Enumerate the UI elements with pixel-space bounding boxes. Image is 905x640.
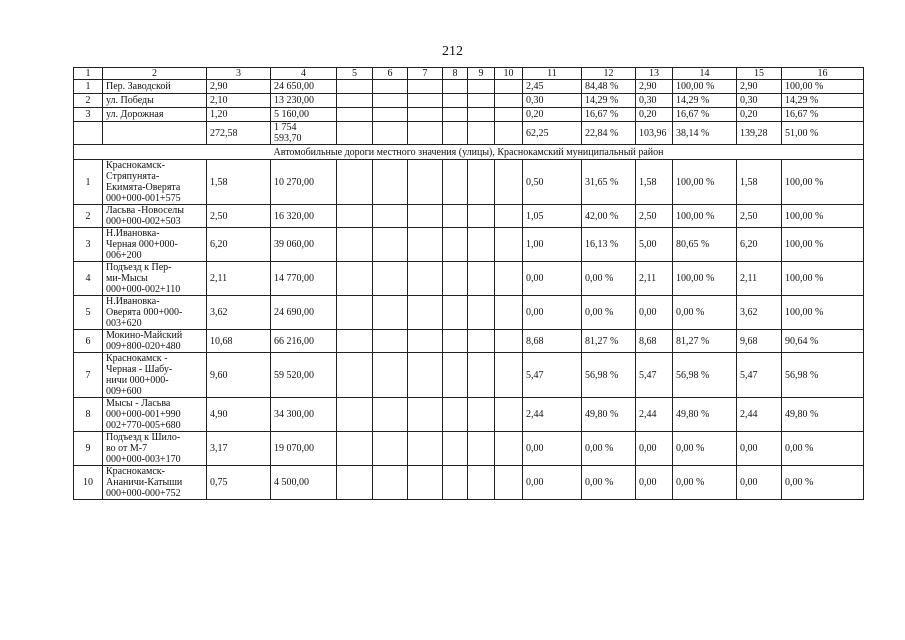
value-cell: 0,00 % <box>782 432 864 466</box>
value-cell: 2,44 <box>737 398 782 432</box>
value-cell: 0,00 <box>523 432 582 466</box>
table-row <box>74 80 864 94</box>
value-cell: 2,50 <box>636 205 673 228</box>
value-cell: 1,58 <box>737 160 782 205</box>
value-cell: 0,00 % <box>673 432 737 466</box>
length-cell: 1,20 <box>207 108 271 122</box>
cost-cell: 34 300,00 <box>271 398 337 432</box>
row-number: 7 <box>74 353 103 398</box>
cell-line: Стряпунята- <box>106 171 160 182</box>
length-cell: 10,68 <box>207 330 271 353</box>
value-cell: 2,44 <box>636 398 673 432</box>
value-cell: 100,00 % <box>782 262 864 296</box>
value-cell: 6,20 <box>737 228 782 262</box>
value-cell: 0,20 <box>737 108 782 122</box>
empty-cell <box>373 466 408 500</box>
empty-cell <box>337 122 373 145</box>
value-cell: 56,98 % <box>673 353 737 398</box>
row-number: 8 <box>74 398 103 432</box>
value-cell: 49,80 % <box>673 398 737 432</box>
value-cell: 81,27 % <box>673 330 737 353</box>
length-cell: 3,62 <box>207 296 271 330</box>
value-cell: 100,00 % <box>673 80 737 94</box>
road-name: ул. Победы <box>103 94 207 108</box>
empty-cell <box>468 228 495 262</box>
column-number-row <box>74 68 864 80</box>
empty-cell <box>495 108 523 122</box>
empty-cell <box>337 296 373 330</box>
empty-cell <box>443 398 468 432</box>
empty-cell <box>495 205 523 228</box>
length-cell: 0,75 <box>207 466 271 500</box>
row-number: 3 <box>74 228 103 262</box>
empty-cell <box>443 228 468 262</box>
empty-cell <box>468 94 495 108</box>
value-cell: 14,29 % <box>782 94 864 108</box>
cost-cell: 5 160,00 <box>271 108 337 122</box>
value-cell: 16,13 % <box>582 228 636 262</box>
value-cell: 100,00 % <box>673 205 737 228</box>
empty-cell <box>468 330 495 353</box>
empty-cell <box>337 205 373 228</box>
value-cell: 0,00 <box>523 296 582 330</box>
empty-cell <box>495 228 523 262</box>
value-cell: 0,00 % <box>673 296 737 330</box>
cell-line: 002+770-005+680 <box>106 420 181 431</box>
table-row <box>74 330 864 353</box>
cell-line: Н.Ивановка- <box>106 228 160 239</box>
empty-cell <box>408 398 443 432</box>
cell-line: 000+000-002+503 <box>106 216 181 227</box>
row-number: 9 <box>74 432 103 466</box>
row-number: 6 <box>74 330 103 353</box>
header-cell: 11 <box>523 68 582 80</box>
value-cell: 0,00 % <box>782 466 864 500</box>
empty-cell <box>408 353 443 398</box>
cost-cell: 14 770,00 <box>271 262 337 296</box>
cell-line: Оверята 000+000- <box>106 307 183 318</box>
empty-cell <box>495 398 523 432</box>
row-number: 2 <box>74 94 103 108</box>
header-cell: 10 <box>495 68 523 80</box>
empty-cell <box>468 432 495 466</box>
value-cell: 2,45 <box>523 80 582 94</box>
road-name <box>103 432 207 466</box>
value-cell: 0,00 % <box>582 296 636 330</box>
total-value: 62,25 <box>523 122 582 145</box>
empty-cell <box>373 122 408 145</box>
length-cell: 6,20 <box>207 228 271 262</box>
empty-cell <box>408 296 443 330</box>
empty-cell <box>337 432 373 466</box>
table-row <box>74 432 864 466</box>
row-number: 4 <box>74 262 103 296</box>
value-cell: 0,00 <box>737 432 782 466</box>
empty-cell <box>495 122 523 145</box>
value-cell: 2,90 <box>737 80 782 94</box>
empty-cell <box>337 398 373 432</box>
empty-cell <box>468 398 495 432</box>
length-cell: 2,10 <box>207 94 271 108</box>
total-value: 103,96 <box>636 122 673 145</box>
table-row <box>74 228 864 262</box>
table-row <box>74 94 864 108</box>
total-cost <box>271 122 337 145</box>
value-cell: 0,00 <box>523 466 582 500</box>
length-cell: 2,90 <box>207 80 271 94</box>
road-name <box>103 160 207 205</box>
empty-cell <box>408 108 443 122</box>
table-row <box>74 205 864 228</box>
cell-line: Подъезд к Пер- <box>106 262 172 273</box>
value-cell: 0,00 <box>523 262 582 296</box>
value-cell: 100,00 % <box>673 262 737 296</box>
roads-table <box>73 67 864 500</box>
row-number: 10 <box>74 466 103 500</box>
cell-line: 000+000-001+575 <box>106 193 181 204</box>
value-cell: 2,44 <box>523 398 582 432</box>
road-name <box>103 262 207 296</box>
value-cell: 5,47 <box>523 353 582 398</box>
cost-cell: 10 270,00 <box>271 160 337 205</box>
value-cell: 49,80 % <box>782 398 864 432</box>
empty-cell <box>373 432 408 466</box>
empty-cell <box>408 432 443 466</box>
value-cell: 49,80 % <box>582 398 636 432</box>
cell-line: Краснокамск - <box>106 353 168 364</box>
row-number: 2 <box>74 205 103 228</box>
page-number: 212 <box>442 44 463 59</box>
value-cell: 3,62 <box>737 296 782 330</box>
empty-cell <box>443 353 468 398</box>
value-cell: 14,29 % <box>673 94 737 108</box>
section-title: Автомобильные дороги местного значения (улицы), Краснокамский муниципальный район <box>74 145 864 160</box>
cell-line: Черная 000+000- <box>106 239 178 250</box>
empty-cell <box>373 108 408 122</box>
empty-cell <box>443 466 468 500</box>
header-cell: 8 <box>443 68 468 80</box>
table-row <box>74 108 864 122</box>
cost-cell: 59 520,00 <box>271 353 337 398</box>
empty-cell <box>468 353 495 398</box>
cost-cell: 24 650,00 <box>271 80 337 94</box>
empty-cell <box>373 353 408 398</box>
header-cell: 1 <box>74 68 103 80</box>
length-cell: 3,17 <box>207 432 271 466</box>
cell-line: 009+600 <box>106 386 142 397</box>
empty-cell <box>337 262 373 296</box>
empty-cell <box>373 94 408 108</box>
empty-cell <box>495 160 523 205</box>
empty-cell <box>373 330 408 353</box>
value-cell: 81,27 % <box>582 330 636 353</box>
row-number: 3 <box>74 108 103 122</box>
empty-cell <box>443 296 468 330</box>
empty-cell <box>408 228 443 262</box>
empty-cell <box>408 330 443 353</box>
value-cell: 2,90 <box>636 80 673 94</box>
value-cell: 100,00 % <box>782 205 864 228</box>
cell-line: Краснокамск- <box>106 160 165 171</box>
header-cell: 12 <box>582 68 636 80</box>
empty-cell <box>408 94 443 108</box>
cell-line: Мысы - Ласьва <box>106 398 171 409</box>
table-row <box>74 466 864 500</box>
section-row <box>74 145 864 160</box>
value-cell: 42,00 % <box>582 205 636 228</box>
value-cell: 1,58 <box>636 160 673 205</box>
cell-line: 003+620 <box>106 318 142 329</box>
cell-line: ничи 000+000- <box>106 375 169 386</box>
header-cell: 6 <box>373 68 408 80</box>
value-cell: 14,29 % <box>582 94 636 108</box>
value-cell: 80,65 % <box>673 228 737 262</box>
total-row <box>74 122 864 145</box>
header-cell: 7 <box>408 68 443 80</box>
value-cell: 84,48 % <box>582 80 636 94</box>
empty-cell <box>373 398 408 432</box>
header-cell: 14 <box>673 68 737 80</box>
table-row <box>74 160 864 205</box>
value-cell: 16,67 % <box>782 108 864 122</box>
cell-line: Ананичи-Катыши <box>106 477 183 488</box>
cell-line: 009+800-020+480 <box>106 341 181 352</box>
table-row <box>74 262 864 296</box>
value-cell: 56,98 % <box>582 353 636 398</box>
value-cell: 0,00 % <box>582 466 636 500</box>
empty-cell <box>443 330 468 353</box>
length-cell: 4,90 <box>207 398 271 432</box>
empty-cell <box>373 296 408 330</box>
cell-line: Черная - Шабу- <box>106 364 173 375</box>
header-cell: 2 <box>103 68 207 80</box>
empty-cell <box>443 108 468 122</box>
value-cell: 1,00 <box>523 228 582 262</box>
empty-cell <box>337 228 373 262</box>
value-cell: 90,64 % <box>782 330 864 353</box>
header-cell: 5 <box>337 68 373 80</box>
cell-line: ми-Мысы <box>106 273 148 284</box>
empty-cell <box>468 122 495 145</box>
length-cell: 2,50 <box>207 205 271 228</box>
empty-cell <box>74 122 103 145</box>
empty-cell <box>443 122 468 145</box>
empty-cell <box>495 80 523 94</box>
length-cell: 1,58 <box>207 160 271 205</box>
value-cell: 8,68 <box>636 330 673 353</box>
value-cell: 0,00 <box>636 296 673 330</box>
empty-cell <box>495 94 523 108</box>
cost-cell: 24 690,00 <box>271 296 337 330</box>
row-number: 5 <box>74 296 103 330</box>
empty-cell <box>468 466 495 500</box>
cell-line: Ласьва -Новоселы <box>106 205 184 216</box>
header-cell: 15 <box>737 68 782 80</box>
length-cell: 2,11 <box>207 262 271 296</box>
cell-line: Екимята-Оверята <box>106 182 181 193</box>
value-cell: 1,05 <box>523 205 582 228</box>
empty-cell <box>468 108 495 122</box>
value-cell: 2,50 <box>737 205 782 228</box>
table-row <box>74 296 864 330</box>
cell-line: 593,70 <box>274 133 302 144</box>
cell-line: Подъезд к Шило- <box>106 432 181 443</box>
value-cell: 0,20 <box>523 108 582 122</box>
cost-cell: 66 216,00 <box>271 330 337 353</box>
value-cell: 8,68 <box>523 330 582 353</box>
value-cell: 0,30 <box>523 94 582 108</box>
value-cell: 5,47 <box>636 353 673 398</box>
road-name <box>103 205 207 228</box>
cell-line: 006+200 <box>106 250 142 261</box>
empty-cell <box>468 262 495 296</box>
empty-cell <box>443 262 468 296</box>
cell-line: во от М-7 <box>106 443 148 454</box>
value-cell: 5,47 <box>737 353 782 398</box>
value-cell: 56,98 % <box>782 353 864 398</box>
empty-cell <box>443 94 468 108</box>
cell-line: Краснокамск- <box>106 466 165 477</box>
empty-cell <box>337 330 373 353</box>
value-cell: 0,00 <box>636 466 673 500</box>
cell-line: 000+000-001+990 <box>106 409 181 420</box>
empty-cell <box>337 94 373 108</box>
cost-cell: 13 230,00 <box>271 94 337 108</box>
empty-cell <box>337 160 373 205</box>
cell-line: Н.Ивановка- <box>106 296 160 307</box>
cost-cell: 16 320,00 <box>271 205 337 228</box>
empty-cell <box>495 262 523 296</box>
cell-line: 1 754 <box>274 122 297 133</box>
empty-cell <box>495 466 523 500</box>
empty-cell <box>373 205 408 228</box>
value-cell: 0,30 <box>636 94 673 108</box>
cost-cell: 4 500,00 <box>271 466 337 500</box>
cell-line: 000+000-000+752 <box>106 488 181 499</box>
total-value: 38,14 % <box>673 122 737 145</box>
value-cell: 9,68 <box>737 330 782 353</box>
total-value: 22,84 % <box>582 122 636 145</box>
empty-cell <box>408 262 443 296</box>
empty-cell <box>443 205 468 228</box>
empty-cell <box>408 80 443 94</box>
road-name <box>103 228 207 262</box>
value-cell: 0,00 % <box>582 432 636 466</box>
empty-cell <box>337 108 373 122</box>
empty-cell <box>408 122 443 145</box>
empty-cell <box>468 296 495 330</box>
total-value: 139,28 <box>737 122 782 145</box>
value-cell: 0,00 % <box>582 262 636 296</box>
road-name: ул. Дорожная <box>103 108 207 122</box>
empty-cell <box>443 80 468 94</box>
road-name <box>103 466 207 500</box>
empty-cell <box>495 353 523 398</box>
empty-cell <box>468 205 495 228</box>
header-cell: 16 <box>782 68 864 80</box>
empty-cell <box>408 205 443 228</box>
cost-cell: 19 070,00 <box>271 432 337 466</box>
cell-line: Мокино-Майский <box>106 330 183 341</box>
header-cell: 13 <box>636 68 673 80</box>
value-cell: 0,00 % <box>673 466 737 500</box>
value-cell: 31,65 % <box>582 160 636 205</box>
empty-cell <box>373 262 408 296</box>
table-row <box>74 398 864 432</box>
table-body <box>74 68 864 500</box>
empty-cell <box>443 160 468 205</box>
value-cell: 0,20 <box>636 108 673 122</box>
value-cell: 100,00 % <box>782 160 864 205</box>
row-number: 1 <box>74 80 103 94</box>
length-cell: 9,60 <box>207 353 271 398</box>
total-value: 51,00 % <box>782 122 864 145</box>
value-cell: 16,67 % <box>673 108 737 122</box>
empty-cell <box>337 80 373 94</box>
table-row <box>74 353 864 398</box>
empty-cell <box>468 160 495 205</box>
empty-cell <box>373 80 408 94</box>
cell-line: 000+000-002+110 <box>106 284 181 295</box>
cost-cell: 39 060,00 <box>271 228 337 262</box>
empty-cell <box>495 432 523 466</box>
empty-cell <box>337 466 373 500</box>
value-cell: 100,00 % <box>673 160 737 205</box>
value-cell: 0,00 <box>737 466 782 500</box>
empty-cell <box>103 122 207 145</box>
value-cell: 0,30 <box>737 94 782 108</box>
empty-cell <box>373 160 408 205</box>
empty-cell <box>408 160 443 205</box>
value-cell: 100,00 % <box>782 296 864 330</box>
value-cell: 16,67 % <box>582 108 636 122</box>
road-name: Пер. Заводской <box>103 80 207 94</box>
header-cell: 9 <box>468 68 495 80</box>
value-cell: 5,00 <box>636 228 673 262</box>
header-cell: 3 <box>207 68 271 80</box>
value-cell: 2,11 <box>737 262 782 296</box>
road-name <box>103 296 207 330</box>
empty-cell <box>495 330 523 353</box>
empty-cell <box>495 296 523 330</box>
row-number: 1 <box>74 160 103 205</box>
value-cell: 0,50 <box>523 160 582 205</box>
cell-line: 000+000-003+170 <box>106 454 181 465</box>
empty-cell <box>337 353 373 398</box>
value-cell: 100,00 % <box>782 228 864 262</box>
road-name <box>103 398 207 432</box>
empty-cell <box>408 466 443 500</box>
value-cell: 100,00 % <box>782 80 864 94</box>
value-cell: 2,11 <box>636 262 673 296</box>
road-name <box>103 353 207 398</box>
empty-cell <box>468 80 495 94</box>
header-cell: 4 <box>271 68 337 80</box>
empty-cell <box>373 228 408 262</box>
value-cell: 0,00 <box>636 432 673 466</box>
total-length: 272,58 <box>207 122 271 145</box>
road-name <box>103 330 207 353</box>
empty-cell <box>443 432 468 466</box>
